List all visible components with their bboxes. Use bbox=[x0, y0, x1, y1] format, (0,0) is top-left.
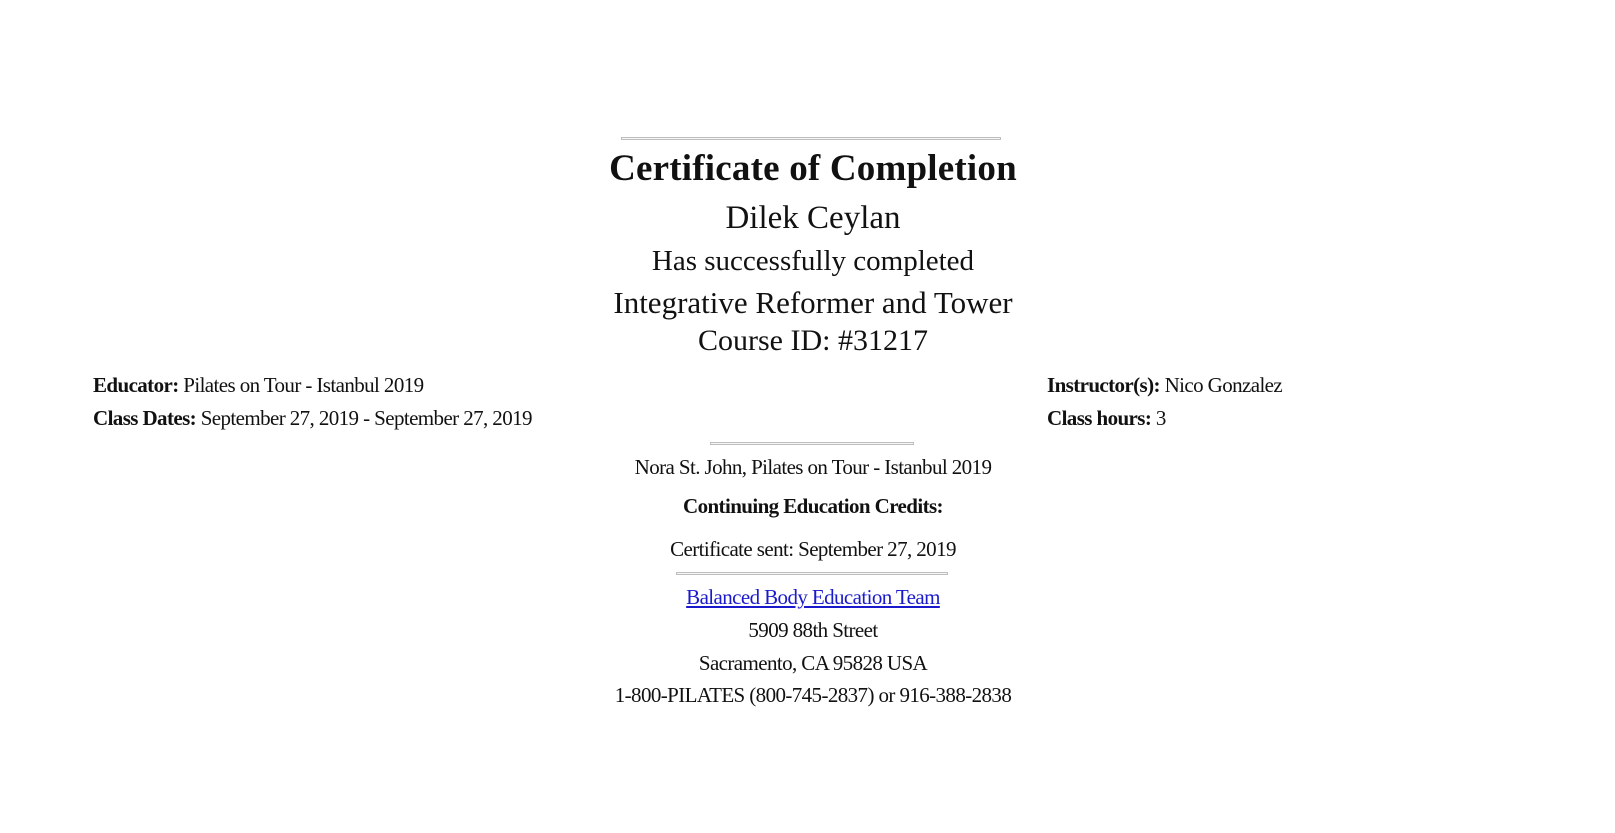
certificate-sent-date: September 27, 2019 bbox=[798, 537, 956, 561]
instructors-line bbox=[1047, 372, 1282, 398]
class-dates-value: September 27, 2019 - September 27, 2019 bbox=[200, 406, 532, 430]
certificate-title: Certificate of Completion bbox=[609, 148, 1017, 189]
course-id-value: #31217 bbox=[837, 324, 928, 357]
education-team-link[interactable]: Balanced Body Education Team bbox=[686, 585, 940, 609]
instructors-label: Instructor(s): bbox=[1047, 373, 1160, 397]
completed-text: Has successfully completed bbox=[651, 245, 975, 277]
address-street: 5909 88th Street bbox=[748, 618, 878, 642]
phone-number: 1-800-PILATES (800-745-2837) or 916-388-2838 bbox=[614, 683, 1012, 707]
class-hours-line bbox=[1047, 405, 1166, 431]
course-id-line bbox=[0, 322, 1615, 360]
class-dates-label: Class Dates: bbox=[93, 406, 197, 430]
educator-value: Pilates on Tour - Istanbul 2019 bbox=[183, 373, 424, 397]
top-divider bbox=[621, 137, 1001, 140]
ce-credits-label: Continuing Education Credits: bbox=[683, 494, 943, 518]
team-link-row bbox=[0, 583, 1615, 611]
certificate-sent-label: Certificate sent: bbox=[670, 537, 794, 561]
instructors-value: Nico Gonzalez bbox=[1164, 373, 1283, 397]
signature-divider bbox=[710, 442, 914, 445]
course-id-label: Course ID: bbox=[698, 324, 831, 357]
recipient-name: Dilek Ceylan bbox=[725, 200, 901, 236]
educator-label: Educator: bbox=[93, 373, 179, 397]
signer-name: Nora St. John, Pilates on Tour - Istanbul 2019 bbox=[634, 455, 992, 479]
address-city: Sacramento, CA 95828 USA bbox=[698, 651, 928, 675]
class-hours-label: Class hours: bbox=[1047, 406, 1152, 430]
educator-line bbox=[93, 372, 424, 398]
footer-divider bbox=[676, 572, 948, 575]
course-name: Integrative Reformer and Tower bbox=[613, 285, 1013, 320]
class-dates-line bbox=[93, 405, 532, 431]
certificate-sent-line bbox=[0, 535, 1615, 563]
class-hours-value: 3 bbox=[1155, 406, 1166, 430]
